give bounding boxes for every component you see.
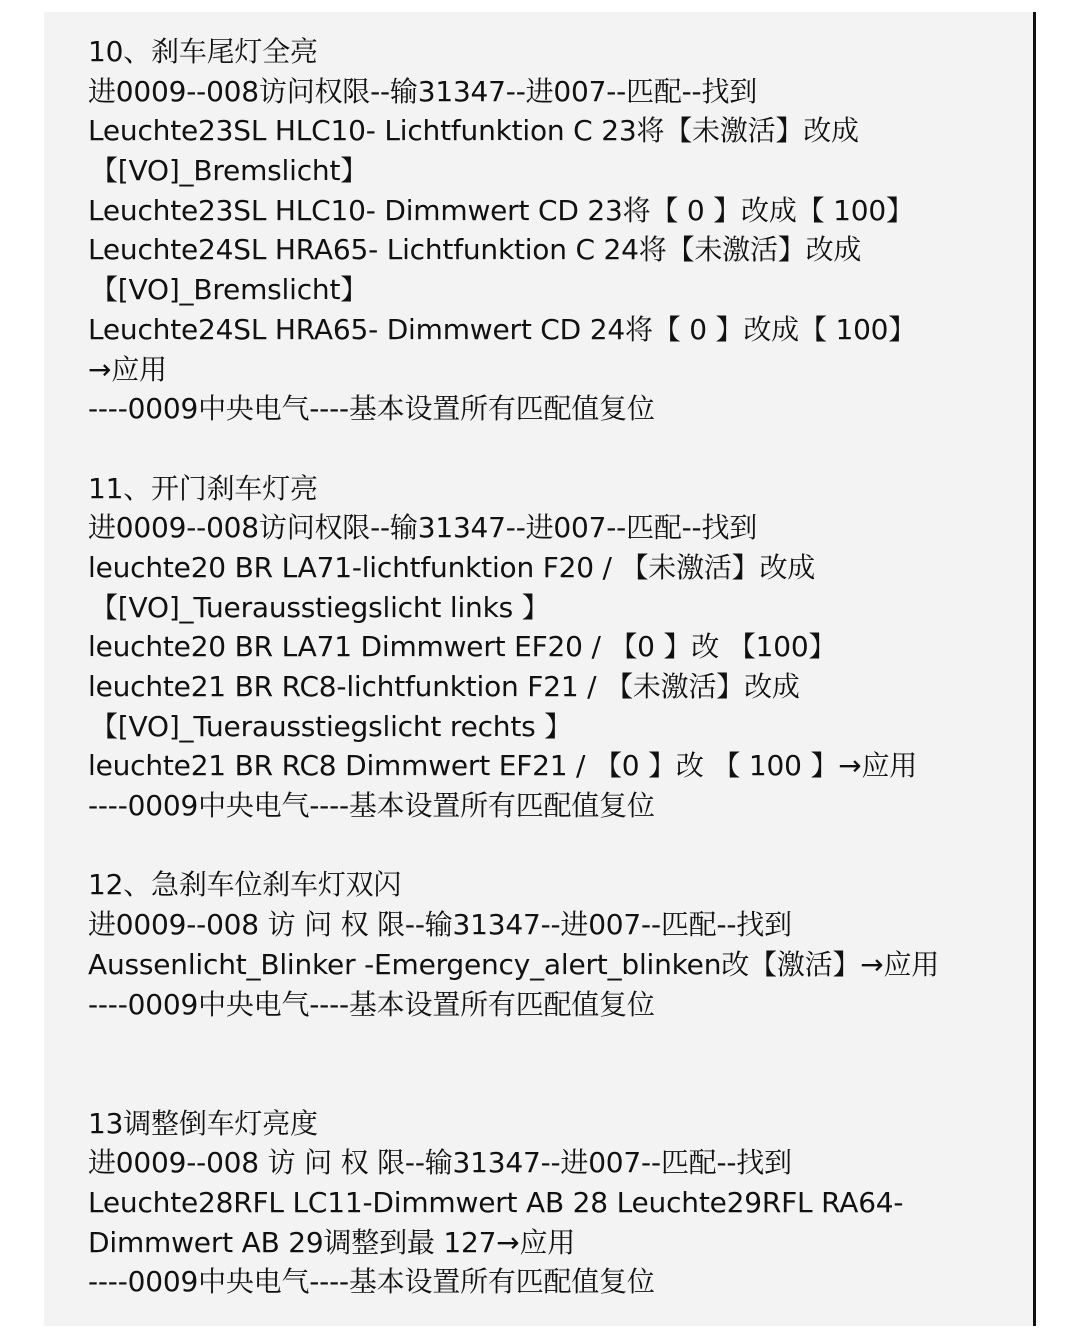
text-line: 进0009--008 访 问 权 限--输31347--进007--匹配--找到 [88, 908, 792, 942]
section-10-brake-tail-lights [88, 32, 1018, 429]
text-line: Leuchte28RFL LC11-Dimmwert AB 28 Leuchte29RFL RA64- [88, 1185, 904, 1219]
text-line: Dimmwert AB 29调整到最 127→应用 [88, 1225, 576, 1259]
text-line: →应用 [88, 352, 167, 386]
text-line: Leuchte24SL HRA65- Lichtfunktion C 24将【未激活】改成 [88, 233, 862, 267]
text-line: ----0009中央电气----基本设置所有匹配值复位 [88, 789, 655, 823]
section-heading: 11、开门刹车灯亮 [88, 471, 318, 505]
section-spacer [88, 826, 1018, 866]
text-line: 进0009--008访问权限--输31347--进007--匹配--找到 [88, 511, 758, 545]
section-spacer [88, 1024, 1018, 1103]
text-line: ----0009中央电气----基本设置所有匹配值复位 [88, 1265, 655, 1299]
text-line: Leuchte23SL HLC10- Dimmwert CD 23将【 0 】改成【 100】 [88, 193, 914, 227]
page-right-edge [1033, 12, 1036, 1326]
section-12-emergency-brake-flash [88, 865, 1018, 1024]
text-line: Leuchte24SL HRA65- Dimmwert CD 24将【 0 】改成【 100】 [88, 312, 917, 346]
text-line: leuchte20 BR LA71 Dimmwert EF20 / 【0 】改 【100】 [88, 630, 837, 664]
text-line: Leuchte23SL HLC10- Lichtfunktion C 23将【未激活】改成 [88, 114, 859, 148]
text-line: 【[VO]_Bremslicht】 [90, 154, 369, 188]
section-heading: 13调整倒车灯亮度 [88, 1106, 318, 1140]
document-content [88, 32, 1018, 1302]
text-line: leuchte21 BR RC8-lichtfunktion F21 / 【未激活】改成 [88, 670, 800, 703]
text-line: leuchte20 BR LA71-lichtfunktion F20 / 【未激活】改成 [88, 550, 816, 584]
text-line: ----0009中央电气----基本设置所有匹配值复位 [88, 987, 655, 1021]
text-line: 【[VO]_Bremslicht】 [90, 273, 369, 307]
text-line: ----0009中央电气----基本设置所有匹配值复位 [88, 392, 655, 426]
section-spacer [88, 429, 1018, 469]
section-heading: 12、急刹车位刹车灯双闪 [88, 868, 402, 902]
text-line: 进0009--008 访 问 权 限--输31347--进007--匹配--找到 [88, 1146, 792, 1180]
text-line: leuchte21 BR RC8 Dimmwert EF21 / 【0 】改 【 100 】→应用 [88, 749, 918, 783]
section-heading: 10、刹车尾灯全亮 [88, 35, 318, 68]
section-11-door-brake-lights [88, 469, 1018, 826]
text-line: 【[VO]_Tuerausstiegslicht links 】 [90, 590, 550, 624]
text-line: 【[VO]_Tuerausstiegslicht rechts 】 [90, 709, 573, 743]
text-line: Aussenlicht_Blinker -Emergency_alert_blinken改【激活】→应用 [88, 947, 940, 981]
section-13-reverse-light-brightness [88, 1104, 1018, 1302]
text-line: 进0009--008访问权限--输31347--进007--匹配--找到 [88, 74, 758, 108]
